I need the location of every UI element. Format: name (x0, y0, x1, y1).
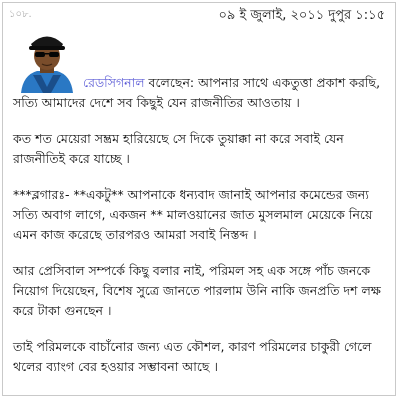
comment-body (13, 73, 389, 393)
comment-number: ১০৮. (9, 9, 32, 20)
comment-paragraph: ***ব্লগারঃ- **একটু** আপনাকে ধন্যবাদ জানাই আপনার কমেন্ডের জন্য সত্যি অবাগ লাগে, একজন ** মালওয়ানের জাত মুসলমাল মেয়েকে নিয়ে এমন কাজ করেছে তারপরও আমরা সবাই নিস্তব্দ । (13, 187, 373, 242)
comment-card (2, 2, 396, 396)
author-says-label: বলেছেন: (144, 75, 199, 90)
comment-timestamp: ০৯ ই জুলাই, ২০১১ দুপুর ১:১৫ (218, 8, 385, 23)
comment-paragraph (13, 73, 389, 113)
author-link[interactable]: রেডসিগনাল (83, 75, 145, 90)
comment-paragraph: কত শত মেয়েরা সম্ভ্রম হারিয়েছে সে দিকে তুয়াক্কা না করে সবাই যেন রাজনীতিই করে যাচ্ছে । (13, 131, 344, 166)
paragraph-text: আপনার সাথে একতুত্তা প্রকাশ করছি, সত্যি আমাদের দেশে সব কিছুই যেন রাজনীতির আওতায় । (13, 75, 381, 110)
comment-paragraph: আর প্রেসিবাল সম্পর্কে কিছু বলার নাই, পরিমল সহ এক সঙ্গে পাঁচ জনকে নিয়োগ দিয়েছেন, বিশেষ সুত্রে জানতে পারলাম উনি নাকি জনপ্রতি দশ লক্ষ করে টাকা গুনছেন । (13, 263, 381, 318)
comment-paragraph: তাই পরিমলকে বাচাঁনোর জন্য এত কৌশল, কারণ পরিমলের চাকুরী গেলে থলের ব্যাংগ বের হওয়ার সম্ভাবনা আছে । (13, 339, 372, 374)
